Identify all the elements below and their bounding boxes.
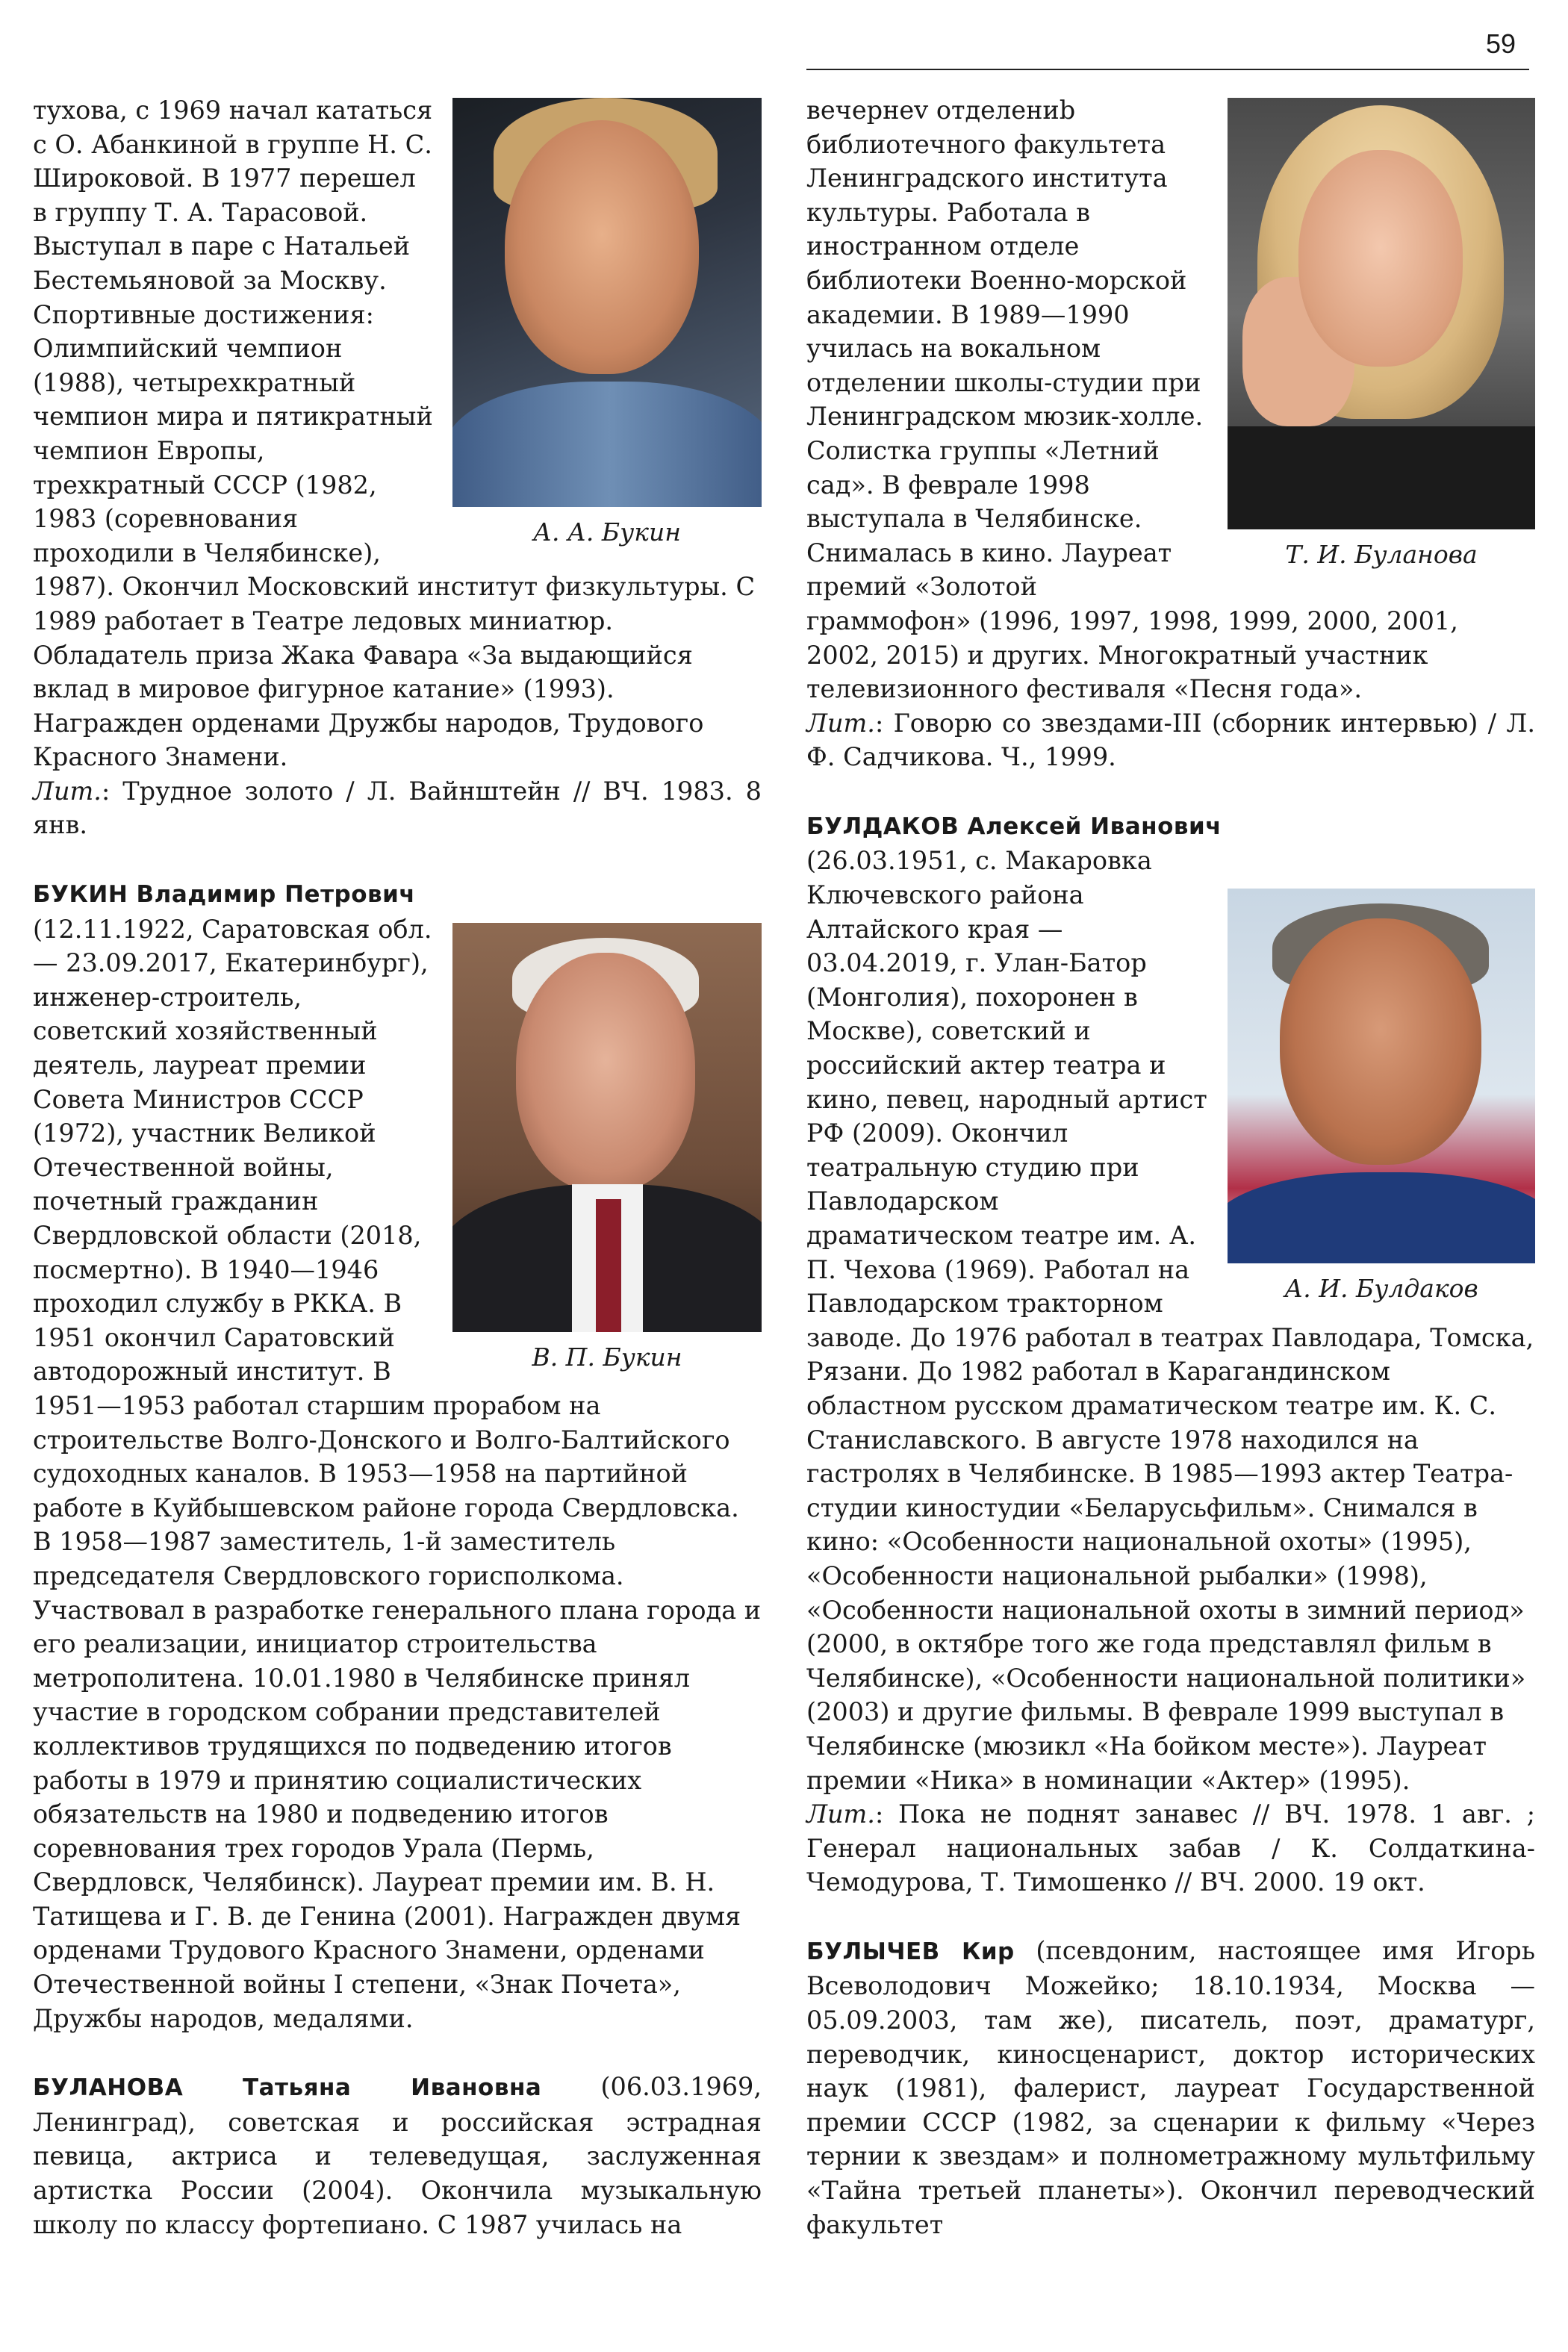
photo-figure-bukin-v [452, 923, 762, 1372]
entry-heading: БУЛАНОВА Татьяна Ивановна [33, 2074, 542, 2102]
entry-text: (06.03.1969, Ленинград), советская и российская эстрадная певица, актриса и телеведущая, заслуженная артистка России (2004). Окончила музыкальную школу по классу фортепиано. С 1987 училась на [33, 2072, 762, 2239]
article-text: тухова, с 1969 начал кататься с О. Абанкиной в группе Н. С. Широковой. В 1977 перешел в группу Т. А. Тарасовой. Выступал в паре с Натальей Бестемьяновой за Москву. Спортивные достижения: Олимпийский чемпион (1988), четырехкратный чемпион мира и пятикратный чемпион Европы, трехкратный СССР (1982, 1983 (соревнования проходили в Челябинске), 1987). Окончил Московский институт физкультуры. С 1989 работает в Театре ледовых миниатюр. Обладатель приза Жака Фавара «За выдающийся вклад в мировое фигурное катание» (1993). Награжден орденами Дружбы народов, Трудового Красного Знамени. [33, 96, 756, 772]
photo-caption: А. И. Булдаков [1284, 1274, 1478, 1304]
literature-ref [33, 774, 762, 842]
portrait-photo [1228, 98, 1535, 529]
entry-text: (псевдоним, настоящее имя Игорь Всеволодович Можейко; 18.10.1934, Москва — 05.09.2003, там же), писатель, поэт, драматург, переводчик, киносценарист, доктор исторических наук (1981), фалерист, лауреат Государственной премии СССР (1982, за сценарии к фильму «Через тернии к звездам» и полнометражному мультфильму «Тайна третьей планеты»). Окончил переводческий факультет [806, 1935, 1535, 2239]
left-column [33, 93, 762, 2241]
photo-figure-buldakov [1228, 889, 1535, 1304]
entry-bulanova [33, 2070, 762, 2241]
lit-text: : Говорю со звездами-III (сборник интервью) / Л. Ф. Садчикова. Ч., 1999. [806, 708, 1535, 772]
photo-figure-bulanova [1228, 98, 1535, 570]
entry-bukin [33, 877, 762, 912]
lit-text: : Трудное золото / Л. Вайнштейн // ВЧ. 1983. 8 янв. [33, 776, 762, 840]
right-column [806, 93, 1535, 2241]
page-number: 59 [1486, 28, 1516, 59]
entry-text: (26.03.1951, с. Макаровка Ключевского района Алтайского края — 03.04.2019, г. Улан-Батор (Монголия), похоронен в Москве), советский и российский актер театра и кино, певец, народный артист РФ (2009). Окончил театральную студию при Павлодарском драматическом театре им. А. П. Чехова (1969). Работал на Павлодарском тракторном заводе. До 1976 работал в театрах Павлодара, Томска, Рязани. До 1982 работал в Карагандинском областном русском драматическом театре им. К. С. Станиславского. В августе 1978 находился на гастролях в Челябинске. В 1985—1993 актер Театра-студии киностудии «Беларусьфильм». Снимался в кино: «Особенности национальной охоты» (1995), «Особенности национальной рыбалки» (1998), «Особенности национальной охоты в зимний период» (2000, в октябре того же года представлял фильм в Челябинске), «Особенности национальной политики» (2003) и другие фильмы. В феврале 1999 выступал в Челябинске (мюзикл «На бойком месте»). Лауреат премии «Ника» в номинации «Актер» (1995). [806, 846, 1534, 1795]
entry-heading: БУКИН Владимир Петрович [33, 881, 416, 909]
lit-label: Лит. [806, 708, 875, 738]
lit-text: : Пока не поднят занавес // ВЧ. 1978. 1 авг. ; Генерал национальных забав / К. Солдаткина-Чемодурова, Т. Тимошенко // ВЧ. 2000. 19 окт. [806, 1799, 1535, 1897]
photo-figure-bukin-a [452, 98, 762, 547]
entry-buldakov [806, 809, 1535, 844]
photo-caption: А. А. Букин [532, 517, 682, 547]
entry-heading: БУЛДАКОВ Алексей Иванович [806, 812, 1222, 840]
literature-ref [806, 706, 1535, 774]
entry-heading: БУЛЫЧЕВ Кир [806, 1938, 1015, 1965]
portrait-photo [452, 923, 762, 1332]
header-rule [806, 69, 1529, 70]
lit-label: Лит. [33, 776, 102, 806]
photo-caption: В. П. Букин [532, 1342, 682, 1372]
portrait-photo [1228, 889, 1535, 1263]
article-text: вечернеv отделениb библиотечного факультета Ленинградского института культуры. Работала в иностранном отделе библиотеки Военно-морской академии. В 1989—1990 училась на вокальном отделении школы-студии при Ленинградском мюзик-холле. Солистка группы «Летний сад». В феврале 1998 выступала в Челябинске. Снималась в кино. Лауреат премий «Золотой граммофон» (1996, 1997, 1998, 1999, 2000, 2001, 2002, 2015) и других. Многократный участник телевизионного фестиваля «Песня года». [806, 96, 1458, 704]
entry-bulychev [806, 1934, 1535, 2241]
lit-label: Лит. [806, 1799, 875, 1829]
portrait-photo [452, 98, 762, 507]
photo-caption: Т. И. Буланова [1285, 540, 1478, 569]
literature-ref [806, 1797, 1535, 1900]
entry-text: (12.11.1922, Саратовская обл. — 23.09.2017, Екатеринбург), инженер-строитель, советский хозяйственный деятель, лауреат премии Совета Министров СССР (1972), участник Великой Отечественной войны, почетный гражданин Свердловской области (2018, посмертно). В 1940—1946 проходил службу в РККА. В 1951 окончил Саратовский автодорожный институт. В 1951—1953 работал старшим прорабом на строительстве Волго-Донского и Волго-Балтийского судоходных каналов. В 1953—1958 на партийной работе в Куйбышевском районе города Свердловска. В 1958—1987 заместитель, 1-й заместитель председателя Свердловского горисполкома. Участвовал в разработке генерального плана города и его реализации, инициатор строительства метрополитена. 10.01.1980 в Челябинске принял участие в городском собрании представителей коллективов трудящихся по подведению итогов работы в 1979 и принятию социалистических обязательств на 1980 и подведению итогов соревнования трех городов Урала (Пермь, Свердловск, Челябинск). Лауреат премии им. В. Н. Татищева и Г. В. де Генина (2001). Награжден двумя орденами Трудового Красного Знамени, орденами Отечественной войны I степени, «Знак Почета», Дружбы народов, медалями. [33, 914, 762, 2033]
